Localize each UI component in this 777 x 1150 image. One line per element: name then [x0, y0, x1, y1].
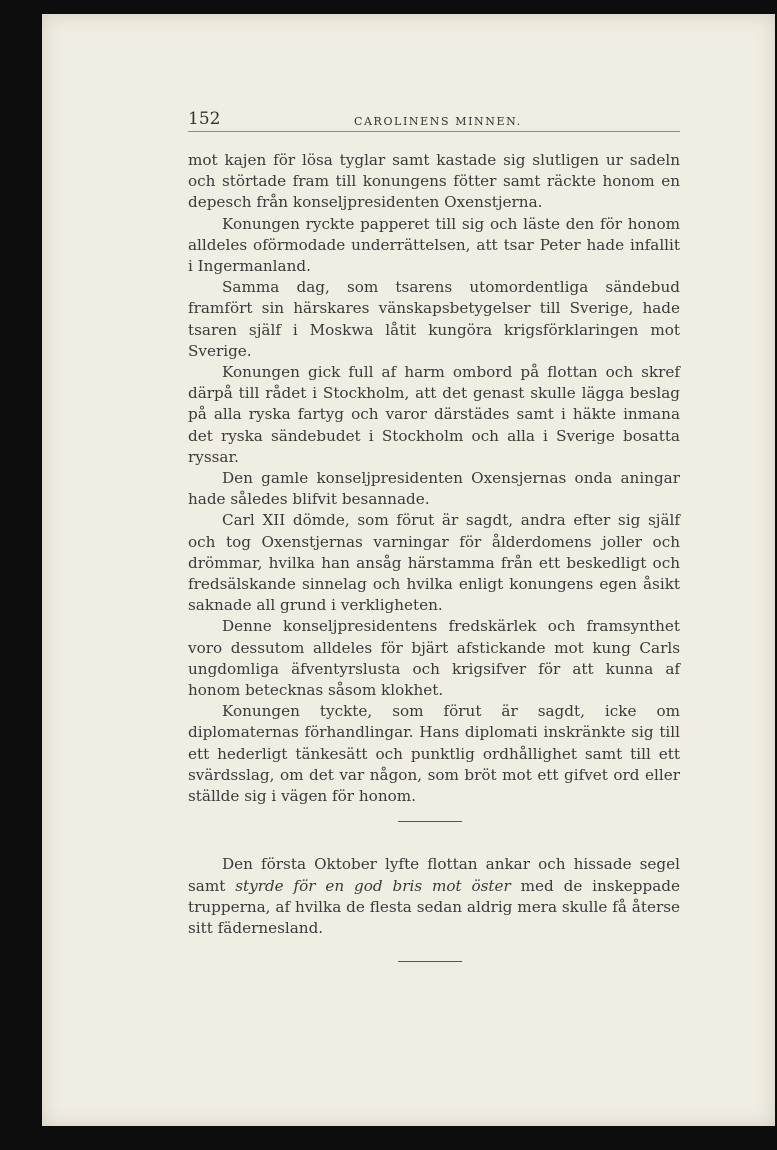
paragraph-final: [188, 854, 680, 939]
paragraph-8: Konungen tyckte, som förut är sagdt, icke om diplomaternas förhandlingar. Hans diplomati inskränkte sig till ett hederligt tänkesätt och punktlig ordhållighet samt till ett svärdsslag, om det var någon, som bröt mot ett gifvet ord eller ställde sig i vägen för honom.: [188, 702, 680, 806]
section-divider: [398, 821, 462, 822]
page-header: [188, 107, 680, 132]
paragraph-5: Den gamle konseljpresidenten Oxensjernas onda aningar hade således blifvit besannade.: [188, 469, 680, 509]
paragraph-6: Carl XII dömde, som förut är sagdt, andra efter sig själf och tog Oxenstjernas varningar för ålderdomens joller och drömmar, hvilka han ansåg härstamma från ett beskedligt och fredsälskande sinnelag och hvilka enligt konungens egen åsikt saknade all grund i verkligheten.: [188, 511, 680, 615]
page-number: 152: [188, 109, 221, 129]
final-text-end: med de inskeppade trupperna, af hvilka de flesta sedan aldrig mera skulle få återse sitt fädernesland.: [188, 876, 680, 937]
final-text-start: Den första Oktober lyfte flottan ankar och hissade segel samt: [188, 855, 680, 895]
paragraph-3: Samma dag, som tsarens utomordentliga sändebud framfört sin härskares vänskapsbetygelser till Sverige, hade tsaren själf i Moskwa låtit kungöra krigsförklaringen mot Sverige.: [188, 278, 680, 360]
paragraph-2: Konungen ryckte papperet till sig och läste den för honom alldeles oförmodade underrättelsen, att tsar Peter hade infallit i Ingermanland.: [188, 214, 680, 276]
paragraph-1: mot kajen för lösa tyglar samt kastade sig slutligen ur sadeln och störtade fram till konungens fötter samt räckte honom en depesch från konseljpresidenten Oxenstjerna.: [188, 151, 680, 212]
running-title: CAROLINENS MINNEN.: [354, 115, 522, 128]
body-text: [188, 150, 680, 962]
end-divider: [398, 961, 462, 962]
paragraph-7: Denne konseljpresidentens fredskärlek och framsynthet voro dessutom alldeles för bjärt afstickande mot kung Carls ungdomliga äfventyrslusta och krigsifver för att kunna af honom betecknas såsom klokhet.: [188, 617, 680, 700]
final-text-italic: styrde för en god bris mot öster: [235, 876, 511, 895]
paragraph-4: Konungen gick full af harm ombord på flottan och skref därpå till rådet i Stockholm, att det genast skulle lägga beslag på alla ryska fartyg och varor därstädes samt i häkte inmana det ryska sändebudet i Stockholm och alla i Sverige bosatta ryssar.: [188, 363, 680, 466]
